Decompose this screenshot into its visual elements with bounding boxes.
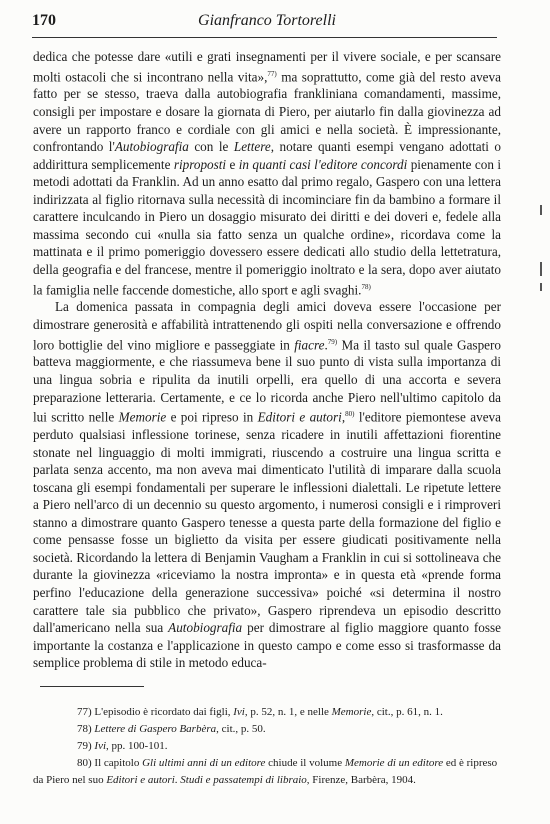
paragraph-2	[33, 298, 501, 671]
text-run: e	[226, 156, 239, 172]
text-run: , p. 52, n. 1, e nelle	[244, 706, 332, 718]
footnote-marker: 80)	[77, 757, 92, 769]
footnote-rule	[40, 686, 144, 687]
italic-run: in quanti casi l'editore concordi	[238, 156, 408, 172]
margin-mark	[540, 205, 542, 215]
text-run: Il capitolo	[91, 757, 143, 769]
text-run: , notare quanti esempi vengano adottati o addirittura semplicemente	[33, 139, 502, 172]
page-number: 170	[32, 12, 56, 29]
text-run: pienamente con i metodi adottati da Franklin. Ad un anno esatto dal primo regalo, Gaspero con una lettera indirizzata al figlio ritornava sulla necessità di incominciare fin da bambino a formare il carattere inculcando in Piero un dosaggio misurato dei diritti e dei doveri e, fedele alla massima secondo cui «nulla sia fatto senza un qualche ordine», ricordava come la mattinata e il primo pomeriggio dovessero essere dedicati allo studio della lettetratura, della geografia e del francese, mentre il pomeriggio inoltrato e la sera, dopo aver aiutato la famiglia nelle faccende domestiche, allo sport e agli svaghi.	[33, 156, 501, 297]
text-run: .	[324, 336, 328, 352]
italic-run: Ivi	[94, 740, 107, 752]
text-run: , pp. 100-101.	[106, 740, 168, 752]
footnote-78	[33, 721, 501, 738]
text-run: chiude il volume	[265, 757, 345, 769]
text-run: .	[174, 774, 181, 786]
footnotes	[33, 704, 501, 789]
footnote-marker: 77)	[77, 706, 92, 718]
text-run: l'editore piemontese aveva perduto qualsiasi inflessione torinese, senza ricadere in inutili affettazioni fiorentine stonate nel linguaggio di molti immigrati, riuscendo a costruire una lingua scritta e parlata senza accento, ma non aveva mai dimenticato l'utilità di imparare dalla scuola toscana gli esempi fondamentali per superare le inflessioni dialettali. Le ripetute lettere a Piero nell'arco di un decennio su questo argomento, i numerosi consigli e i rimproveri stanno a dimostrare quanto Gaspero tenesse a questa parte della formazione del figlio e come pensasse fosse un biglietto da visita per essere giudicati positivamente nella società. Ricordando la lettera di Benjamin Vaugham a Franklin in cui si sottolineava che durante la giovinezza «riceviamo la nostra impronta» e in questa età «prende forma perfino l'educazione della generazione successiva» poiché «si determina il nostro carattere tale sia pubblico che privato», Gaspero riprendeva un episodio descritto dall'americano nella sua	[33, 409, 501, 636]
text-run: , cit., p. 50.	[216, 723, 266, 735]
text-run: per dimostrare al figlio maggiore quanto fosse importante la costanza e l'applicazione in questo campo e come esso si trasformasse da semplice problema di stile in metodo educa-	[33, 620, 501, 671]
text-run: ed è ripreso da Piero nel suo	[33, 757, 498, 786]
italic-run: Memorie	[118, 409, 167, 425]
footnote-ref-77[interactable]: 77)	[267, 69, 277, 78]
footnote-ref-79[interactable]: 79)	[327, 337, 338, 346]
header-rule	[32, 37, 497, 38]
italic-run: Lettere di Gaspero Barbèra	[94, 723, 217, 735]
text-run: , Firenze, Barbèra, 1904.	[306, 774, 416, 786]
footnote-ref-78[interactable]: 78)	[361, 282, 371, 291]
text-run: Ma il tasto sul quale Gaspero batteva maggiormente, e che riassumeva bene il suo punto di vista sulla importanza di una lingua sobria e ripulita da inutili orpelli, era quello di una accorta e severa preparazione letteraria. Certamente, e ce lo ricorda anche Piero nell'ultimo capitolo da lui scritto nelle	[33, 336, 501, 425]
italic-run: Gli ultimi anni di un editore	[142, 757, 266, 769]
body-text	[33, 48, 501, 672]
footnote-marker: 78)	[77, 723, 92, 735]
italic-run: Ivi	[233, 706, 245, 718]
text-run: ma soprattutto, come già del resto aveva fatto per se stesso, traeva dalla autobiografia frankliniana comandamenti, massime, consigli per impostare e dosare la giornata di Piero, per aiutarlo fin dalla giovinezza ad avere un rapporto franco e cordiale con gli amici e nella società. È impressionante, confrontando l'	[33, 68, 501, 155]
footnote-79	[33, 738, 501, 755]
paragraph-1	[33, 48, 501, 298]
text-run: con le	[188, 139, 234, 155]
italic-run: Memorie	[331, 706, 372, 718]
text-run: ,	[341, 409, 346, 425]
footnote-77	[33, 704, 501, 721]
footnote-marker: 79)	[77, 740, 92, 752]
running-head: Gianfranco Tortorelli	[198, 12, 336, 29]
text-run: La domenica passata in compagnia degli amici doveva essere l'occasione per dimostrare generosità e affabilità intrattenendo gli ospiti nella conversazione e offrendo loro bottiglie del vino migliore e passeggiate in	[33, 299, 501, 352]
margin-mark	[540, 262, 542, 276]
text-run: L'episodio è ricordato dai figli,	[91, 706, 234, 718]
italic-run: fiacre	[294, 336, 325, 352]
italic-run: Lettere	[233, 139, 271, 155]
italic-run: Editori e autori	[106, 774, 175, 786]
margin-mark	[540, 283, 542, 291]
text-run: dedica che potesse dare «utili e grati insegnamenti per il vivere sociale, e per scansare molti ostacoli che si incontrano nella vita»,	[33, 49, 501, 84]
italic-run: Editori e autori	[257, 409, 342, 425]
italic-run: Memorie di un editore	[344, 757, 444, 769]
italic-run: Autobiografia	[114, 139, 189, 155]
text-run: e poi ripreso in	[166, 409, 258, 425]
page-header	[32, 12, 502, 34]
footnote-80	[33, 755, 501, 789]
italic-run: Studi e passatempi di libraio	[180, 774, 307, 786]
italic-run: Autobiografia	[168, 620, 243, 636]
italic-run: riproposti	[173, 156, 227, 172]
footnote-ref-80[interactable]: 80)	[345, 410, 355, 419]
text-run: , cit., p. 61, n. 1.	[371, 706, 443, 718]
